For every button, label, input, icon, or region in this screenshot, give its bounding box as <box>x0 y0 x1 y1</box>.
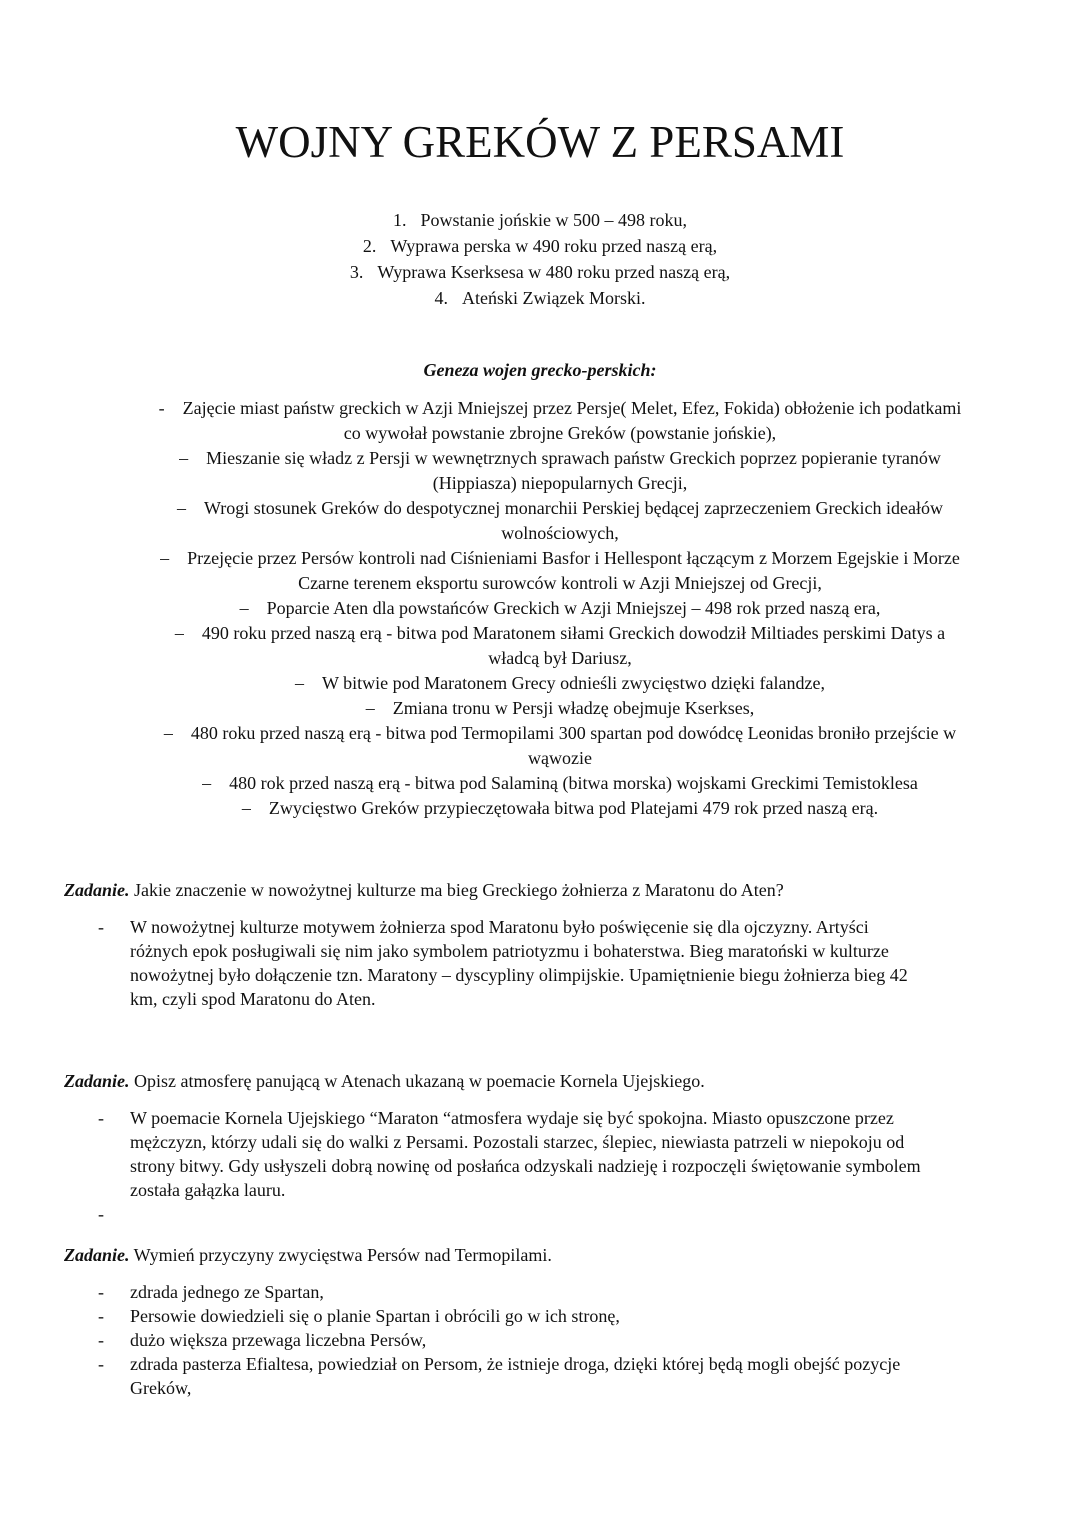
genesis-item <box>100 596 1020 621</box>
task-section <box>64 1068 1024 1224</box>
task-answer-list <box>64 1106 1024 1224</box>
genesis-text: Poparcie Aten dla powstańców Greckich w Azji Mniejszej – 498 rok przed naszą era, <box>266 598 881 618</box>
bullet-dash: – <box>177 498 186 518</box>
answer-text: Greków, <box>130 1378 192 1398</box>
genesis-text: 490 roku przed naszą erą - bitwa pod Maratonem siłami Greckich dowodził Miltiades perskimi Datys a <box>201 623 946 643</box>
task-label: Zadanie. <box>64 1071 130 1091</box>
genesis-item <box>100 521 1020 546</box>
genesis-text: Przejęcie przez Persów kontroli nad Ciśnieniami Basfor i Hellespont łączącym z Morzem Egejskie i Morze <box>187 548 960 568</box>
genesis-item <box>100 771 1020 796</box>
genesis-text: co wywołał powstanie zbrojne Greków (powstanie jońskie), <box>343 423 777 443</box>
genesis-text: Mieszanie się władz z Persji w wewnętrznych sprawach państw Greckich poprzez popieranie tyranów <box>206 448 941 468</box>
genesis-item <box>100 696 1020 721</box>
genesis-item <box>100 721 1020 746</box>
answer-text: mężczyzn, którzy udali się do walki z Persami. Pozostali starzec, ślepiec, niewiasta patrzeli w niepokoju od <box>130 1132 905 1152</box>
answer-item <box>98 1328 1024 1352</box>
answer-text: została gałązka lauru. <box>130 1180 286 1200</box>
task-section <box>64 877 1024 1011</box>
bullet-dash: - <box>98 1306 104 1326</box>
bullet-dash: – <box>160 548 170 568</box>
answer-text: różnych epok posługiwali się nim jako symbolem patriotyzmu i bohaterstwa. Bieg maratoński w kulturze <box>130 941 889 961</box>
answer-text: dużo większa przewaga liczebna Persów, <box>130 1330 427 1350</box>
bullet-dash: - <box>98 1204 104 1224</box>
answer-text: W poemacie Kornela Ujejskiego “Maraton “atmosfera wydaje się być spokojna. Miasto opuszczone przez <box>130 1108 894 1128</box>
answer-item <box>98 1304 1024 1328</box>
bullet-dash: – <box>295 673 304 693</box>
page-title: WOJNY GREKÓW Z PERSAMI <box>235 117 845 167</box>
toc-number: 1. <box>393 210 407 230</box>
bullet-dash: - <box>98 1354 104 1374</box>
bullet-dash: - <box>158 398 165 418</box>
genesis-text: (Hippiasza) niepopularnych Grecji, <box>432 473 688 493</box>
task-question-text: Wymień przyczyny zwycięstwa Persów nad Termopilami. <box>129 1245 552 1265</box>
task-question <box>64 1068 1024 1094</box>
toc-number: 2. <box>362 236 377 256</box>
task-section <box>64 1242 1024 1400</box>
answer-text: zdrada jednego ze Spartan, <box>130 1282 324 1302</box>
toc-item <box>0 285 1080 311</box>
genesis-text: Wrogi stosunek Greków do despotycznej monarchii Perskiej będącej zaprzeczeniem Greckich ideałów <box>204 498 943 518</box>
bullet-dash: – <box>202 773 212 793</box>
task-question <box>64 877 1024 903</box>
genesis-text: Zmiana tronu w Persji władzę obejmuje Kserkses, <box>392 698 755 718</box>
genesis-text: W bitwie pod Maratonem Grecy odnieśli zwycięstwo dzięki falandze, <box>322 673 825 693</box>
task-answer-list <box>64 1280 1024 1400</box>
genesis-text: wąwozie <box>528 748 592 768</box>
genesis-text: wolnościowych, <box>501 523 619 543</box>
toc-item <box>0 259 1080 285</box>
bullet-dash: – <box>365 698 375 718</box>
answer-text: zdrada pasterza Efialtesa, powiedział on Persom, że istnieje droga, dzięki której będą mogli obejść pozycje <box>130 1354 901 1374</box>
genesis-item <box>100 396 1020 421</box>
genesis-item <box>100 446 1020 471</box>
answer-text: Persowie dowiedzieli się o planie Spartan i obrócili go w ich stronę, <box>130 1306 620 1326</box>
genesis-item <box>100 621 1020 646</box>
genesis-text: 480 roku przed naszą erą - bitwa pod Termopilami 300 spartan pod dowódcę Leonidas broniło przejście w <box>190 723 957 743</box>
bullet-dash: - <box>98 1108 104 1128</box>
toc-number: 4. <box>434 288 449 308</box>
genesis-item <box>100 471 1020 496</box>
bullet-dash: - <box>98 1282 104 1302</box>
genesis-item <box>100 646 1020 671</box>
answer-text: W nowożytnej kulturze motywem żołnierza spod Maratonu było poświęcenie się dla ojczyzny. Artyści <box>130 917 869 937</box>
bullet-dash: – <box>239 598 249 618</box>
genesis-item <box>100 796 1020 821</box>
bullet-dash: - <box>98 1330 104 1350</box>
genesis-item <box>100 671 1020 696</box>
toc-text: Powstanie jońskie w 500 – 498 roku, <box>420 210 687 230</box>
task-question <box>64 1242 1024 1268</box>
genesis-heading: Geneza wojen grecko-perskich: <box>423 360 657 380</box>
toc-number: 3. <box>349 262 364 282</box>
genesis-item <box>100 496 1020 521</box>
answer-text: strony bitwy. Gdy usłyszeli dobrą nowinę od posłańca odzyskali nadzieję i rozpoczęli świętowanie symbolem <box>130 1156 921 1176</box>
genesis-text: Czarne terenem eksportu surowców kontroli w Azji Mniejszej od Grecji, <box>298 573 822 593</box>
task-answer-list <box>64 915 1024 1011</box>
answer-item <box>98 915 1024 1011</box>
toc-item <box>0 233 1080 259</box>
genesis-list <box>100 396 1020 821</box>
bullet-dash: – <box>163 723 173 743</box>
answer-item <box>98 1352 1024 1400</box>
task-question-text: Jakie znaczenie w nowożytnej kulturze ma bieg Greckiego żołnierza z Maratonu do Aten? <box>129 880 784 900</box>
genesis-text: władcą był Dariusz, <box>488 648 632 668</box>
genesis-item <box>100 421 1020 446</box>
bullet-dash: – <box>241 798 251 818</box>
genesis-item <box>100 546 1020 571</box>
task-label: Zadanie. <box>64 880 130 900</box>
answer-item <box>98 1106 1024 1202</box>
bullet-dash: – <box>174 623 184 643</box>
genesis-text: Zajęcie miast państw greckich w Azji Mniejszej przez Persje( Melet, Efez, Fokida) obłożenie ich podatkami <box>182 398 962 418</box>
bullet-dash: - <box>98 917 104 937</box>
task-label: Zadanie. <box>64 1245 130 1265</box>
genesis-text: 480 rok przed naszą erą - bitwa pod Salaminą (bitwa morska) wojskami Greckimi Temistoklesa <box>229 773 918 793</box>
toc-item <box>0 207 1080 233</box>
genesis-item <box>100 746 1020 771</box>
bullet-dash: – <box>179 448 189 468</box>
answer-text: km, czyli spod Maratonu do Aten. <box>130 989 376 1009</box>
toc-text: Ateński Związek Morski. <box>462 288 646 308</box>
answer-item <box>98 1280 1024 1304</box>
genesis-text: Zwycięstwo Greków przypieczętowała bitwa pod Platejami 479 rok przed naszą erą. <box>268 798 879 818</box>
genesis-item <box>100 571 1020 596</box>
answer-text: nowożytnej było dołączenie tzn. Maratony – dyscypliny olimpijskie. Upamiętnienie biegu żołnierza bieg 42 <box>130 965 908 985</box>
table-of-contents <box>0 207 1080 311</box>
toc-text: Wyprawa perska w 490 roku przed naszą erą, <box>390 236 718 256</box>
task-question-text: Opisz atmosferę panującą w Atenach ukazaną w poemacie Kornela Ujejskiego. <box>129 1071 705 1091</box>
toc-text: Wyprawa Kserksesa w 480 roku przed naszą erą, <box>377 262 731 282</box>
